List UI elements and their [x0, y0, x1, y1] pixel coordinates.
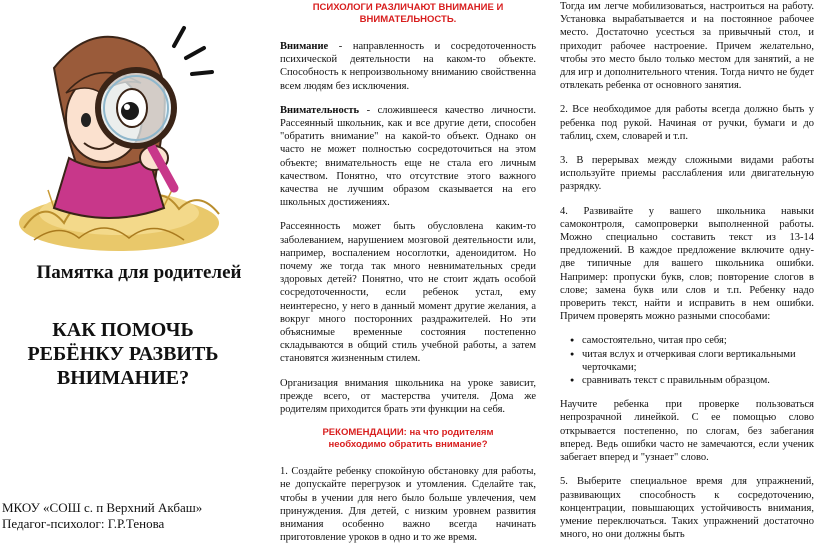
- recommendation-1: 1. Создайте ребенку спокойную обстановку для работы, не допускайте перегрузок и утомления. Сделайте так, чтобы в учении для него было больше увлечения, чем принуждения. Для детей, с низким уровнем развития внимания особенно важно всегда начинать приготовление уроков в одно и то же время.: [280, 466, 536, 544]
- psychologist-name: Педагог-психолог: Г.Р.Тенова: [2, 516, 165, 531]
- recommendation-3: 3. В перерывах между сложными видами работы используйте приемы расслабления или двигательную разрядку.: [560, 155, 814, 193]
- cover-title: [8, 318, 238, 390]
- section-heading-line: ВНИМАТЕЛЬНОСТЬ.: [359, 14, 457, 25]
- list-item: ● самостоятельно, читая про себя;: [570, 334, 814, 347]
- definition-text: - направленность и сосредоточенность психической деятельности на каком-то объекте. Способность к непроизвольному вниманию свойственна всем людям без исключения.: [280, 41, 536, 92]
- middle-column: [280, 0, 536, 555]
- recommendation-2: 2. Все необходимое для работы всегда должно быть у ребенка под рукой. Начиная от ручки, бумаги и до таблиц, схем, словарей и т.п.: [560, 104, 814, 142]
- list-item: ● сравнивать текст с правильным образцом.: [570, 374, 814, 387]
- recommendation-4: 4. Развивайте у вашего школьника навыки самоконтроля, самопроверки выполненной работы. Можно специально составить текст из 13-14 предложений. В каждое предложение включите одну-две типичные для вашего школьника ошибки. Например: пропуски букв, слов; повторение слогов в слове; замена букв или слов и т.п. Ребенку надо проверить текст, найти и исправить в нем ошибки. Причем проверять можно разными способами:: [560, 205, 814, 323]
- cover-title-line: КАК ПОМОЧЬ: [52, 319, 194, 341]
- term-attentiveness: Внимательность: [280, 104, 360, 116]
- paragraph: Организация внимания школьника на уроке зависит, прежде всего, от мастерства учителя. Дома же родителям приходится брать эти функции на себя.: [280, 377, 536, 416]
- attentiveness-definition: [280, 104, 536, 210]
- recommendations-heading-line: необходимо обратить внимание?: [328, 439, 488, 451]
- paragraph: Рассеянность может быть обусловлена каким-то заболеванием, нарушением мозговой деятельности или, например, воспалением носоглотки, аденоидитом. Но почему же тогда так много невнимательных среди здоровых детей? Понятно, что не стоит ждать особой сосредоточенности, если ребенок устал, ему неинтересно, у него в данный момент другие желания, а вокруг много посторонних раздражителей. Но эти объяснимые временные состояния постепенно складываются в общий стиль учебной работы, а затем становятся жизненным стилем.: [280, 221, 536, 365]
- paragraph: Научите ребенка при проверке пользоваться непрозрачной линейкой. С ее помощью слово открывается постепенно, по слогам, без забегания вперед. Ведь ошибки часто не замечаются, если ученик забегает вперед и "узнает" слово.: [560, 399, 814, 464]
- cover-title-line: РЕБЁНКУ РАЗВИТЬ: [27, 343, 219, 365]
- definition-text: - сложившееся качество личности. Рассеянный школьник, как и все другие дети, способен "обратить внимание" на какой-то объект. Однако он часто не может полностью сосредоточиться на этом объекте; внимательность еще не стала его личным качеством. Понятно, что отсутствие этого важного качества не лучшим образом сказывается на его школьных достижениях.: [280, 104, 536, 209]
- section-heading-line: ПСИХОЛОГИ РАЗЛИЧАЮТ ВНИМАНИЕ И: [312, 2, 504, 13]
- school-info: [2, 500, 202, 532]
- checking-methods-list: [570, 334, 814, 387]
- attention-definition: [280, 40, 536, 93]
- cover-title-line: ВНИМАНИЕ?: [56, 367, 190, 389]
- cover-subtitle: Памятка для родителей: [36, 262, 242, 283]
- cover-column: [0, 0, 272, 555]
- right-column: [560, 0, 814, 555]
- section-heading: [280, 2, 536, 26]
- term-attention: Внимание: [280, 41, 329, 52]
- school-name: МКОУ «СОШ с. п Верхний Акбаш»: [2, 500, 203, 515]
- recommendations-heading-line: РЕКОМЕНДАЦИИ: на что родителям: [322, 427, 494, 439]
- girl-with-magnifying-glass-illustration: [14, 8, 229, 253]
- recommendation-5: 5. Выберите специальное время для упражнений, развивающих способность к сосредоточению, концентрации, повышающих устойчивость внимания, умение переключаться. Таких упражнений достаточно много, но они должны быть: [560, 476, 814, 541]
- paragraph: Тогда им легче мобилизоваться, настроиться на работу. Установка вырабатывается и на постоянное рабочее место. Достаточно усесться за привычный стол, и приходит рабочее настроение. Причем желательно, чтобы это место было только местом для занятий, а не для игр и дополнительного чтения. Тогда ничто не будет отвлекать ребенка от основного занятия.: [560, 1, 814, 92]
- list-item: ● читая вслух и отчеркивая слоги вертикальными черточками;: [570, 348, 814, 374]
- recommendations-heading: [280, 427, 536, 451]
